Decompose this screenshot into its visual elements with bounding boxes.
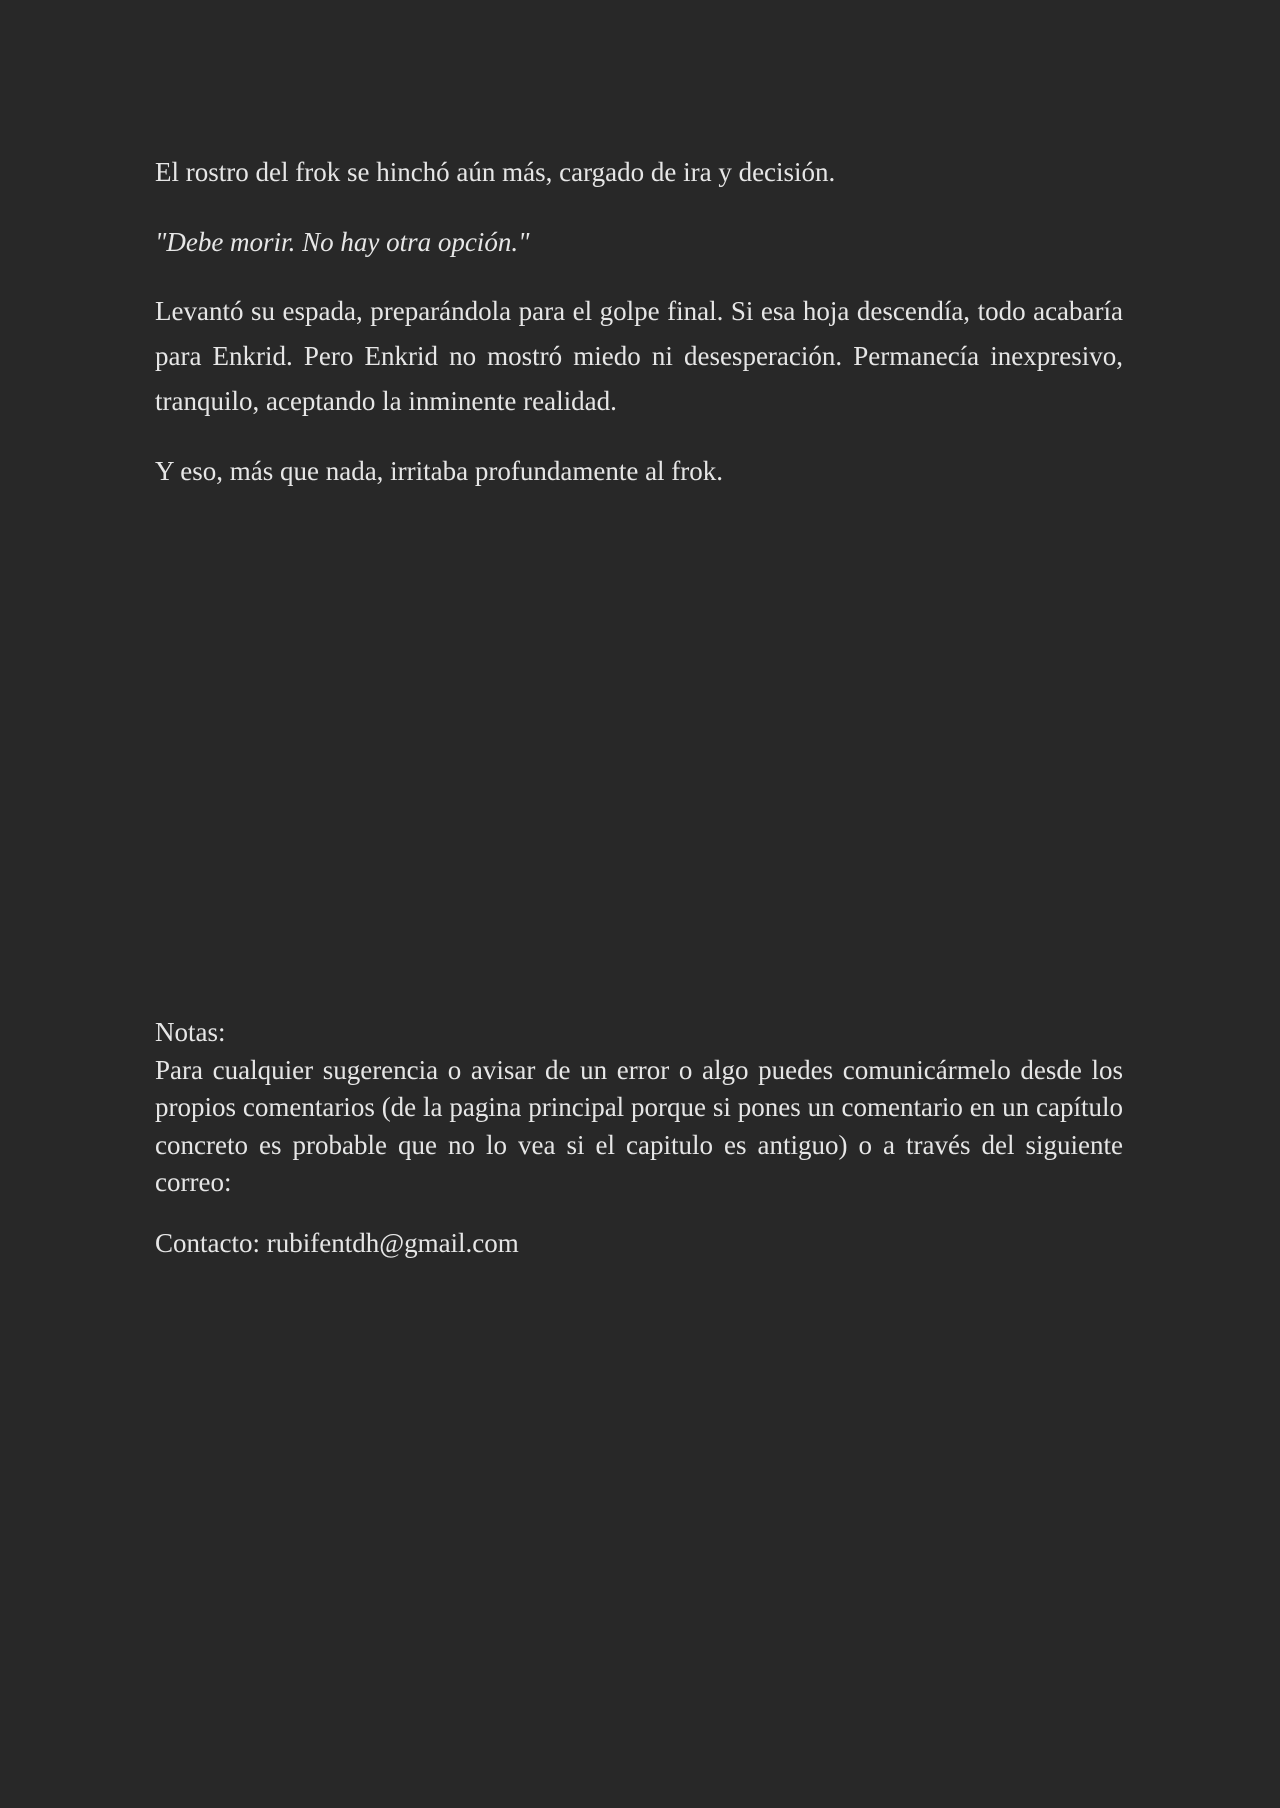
notes-body: Para cualquier sugerencia o avisar de un error o algo puedes comunicármelo desde los propios comentarios (de la pagina principal porque si pones un comentario en un capítulo concreto es probable que no lo vea si el capitulo es antiguo) o a través del siguiente correo: — [155, 1054, 1123, 1197]
notes-label: Notas: — [155, 1017, 226, 1047]
author-notes — [155, 1014, 1123, 1202]
story-paragraph: El rostro del frok se hinchó aún más, cargado de ira y decisión. — [155, 157, 836, 187]
story-paragraph: Y eso, más que nada, irritaba profundamente al frok. — [155, 456, 724, 486]
story-paragraph: Levantó su espada, preparándola para el golpe final. Si esa hoja descendía, todo acabaría para Enkrid. Pero Enkrid no mostró miedo ni desesperación. Permanecía inexpresivo, tranquilo, aceptando la inminente realidad. — [155, 296, 1123, 416]
contact-email[interactable]: Contacto: rubifentdh@gmail.com — [155, 1228, 519, 1258]
story-dialogue: "Debe morir. No hay otra opción." — [155, 227, 530, 257]
chapter-page — [155, 0, 1123, 1808]
